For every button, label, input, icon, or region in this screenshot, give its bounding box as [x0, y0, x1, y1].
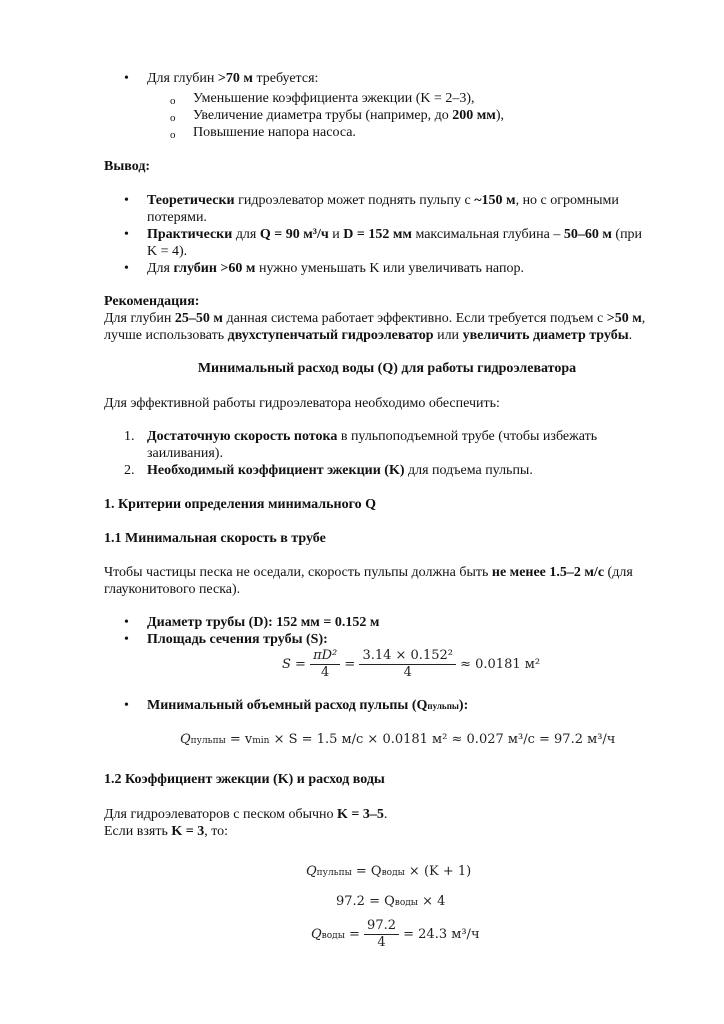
bullet: •	[124, 71, 129, 86]
list-number: 1.	[124, 429, 135, 444]
bullet: •	[124, 615, 129, 630]
recommendation-heading: Рекомендация:	[104, 294, 200, 309]
min-flow-label: Минимальный объемный расход пульпы (Qпульпы):	[147, 698, 469, 713]
velocity-text: Чтобы частицы песка не оседали, скорость пульпы должна быть не менее 1.5–2 м/с (для глауконитового песка).	[104, 565, 633, 597]
param-area: Площадь сечения трубы (S):	[147, 632, 328, 647]
bullet: •	[124, 698, 129, 713]
k-take: Если взять K = 3, то:	[104, 824, 229, 839]
recommendation-text: Для глубин 25–50 м данная система работает эффективно. Если требуется подъем с >50 м, лучше использовать двухступенчатый гидроэлеватор или увеличить диаметр трубы.	[104, 311, 646, 343]
intro-text: Для эффективной работы гидроэлеватора необходимо обеспечить:	[104, 396, 500, 411]
list-number: 2.	[124, 463, 135, 478]
bullet: •	[124, 227, 129, 242]
equation-3: Qводы = $\frac{97.2}{4}$ = 24.3 м³/ч	[311, 918, 480, 950]
heading-1-2: 1.2 Коэффициент эжекции (K) и расход воды	[104, 772, 385, 787]
k-text: Для гидроэлеваторов с песком обычно K = 3–5.	[104, 807, 388, 822]
conclusion-item: Практически для Q = 90 м³/ч и D = 152 мм максимальная глубина – 50–60 м (при K = 4).	[147, 227, 643, 259]
conclusion-item: Для глубин >60 м нужно уменьшать K или увеличивать напор.	[147, 261, 524, 276]
subbullet: o	[170, 112, 176, 124]
bullet: •	[124, 632, 129, 647]
equation-flow: Qпульпы = vmin × S = 1.5 м/с × 0.0181 м² ≈ 0.027 м³/с = 97.2 м³/ч	[180, 732, 616, 747]
equation-1: Qпульпы = Qводы × (K + 1)	[306, 864, 472, 879]
depth70-item: Уменьшение коэффициента эжекции (K = 2–3),	[193, 91, 475, 106]
bullet: •	[124, 193, 129, 208]
numbered-item: Необходимый коэффициент эжекции (K) для подъема пульпы.	[147, 463, 533, 478]
equation-area: S = $\frac{\text{πD²}}{4}$ = $\frac{\text{3.14 × 0.152²}}{4}$ ≈ 0.0181 м²	[282, 648, 541, 680]
heading-1-1: 1.1 Минимальная скорость в трубе	[104, 531, 326, 546]
equation-2: 97.2 = Qводы × 4	[336, 894, 446, 909]
section-title: Минимальный расход воды (Q) для работы гидроэлеватора	[197, 361, 577, 376]
conclusion-item: Теоретически гидроэлеватор может поднять пульпу с ~150 м, но с огромными потерями.	[147, 193, 619, 225]
numbered-item: Достаточную скорость потока в пульпоподъемной трубе (чтобы избежать заиливания).	[147, 429, 598, 461]
depth70-intro: Для глубин >70 м требуется:	[147, 71, 319, 86]
subbullet: o	[170, 129, 176, 141]
bullet: •	[124, 261, 129, 276]
depth70-item: Увеличение диаметра трубы (например, до 200 мм),	[193, 108, 504, 123]
heading-1: 1. Критерии определения минимального Q	[104, 497, 376, 512]
param-diameter: Диаметр трубы (D): 152 мм = 0.152 м	[147, 615, 380, 630]
subbullet: o	[170, 95, 176, 107]
depth70-item: Повышение напора насоса.	[193, 125, 356, 140]
conclusion-heading: Вывод:	[104, 159, 151, 174]
